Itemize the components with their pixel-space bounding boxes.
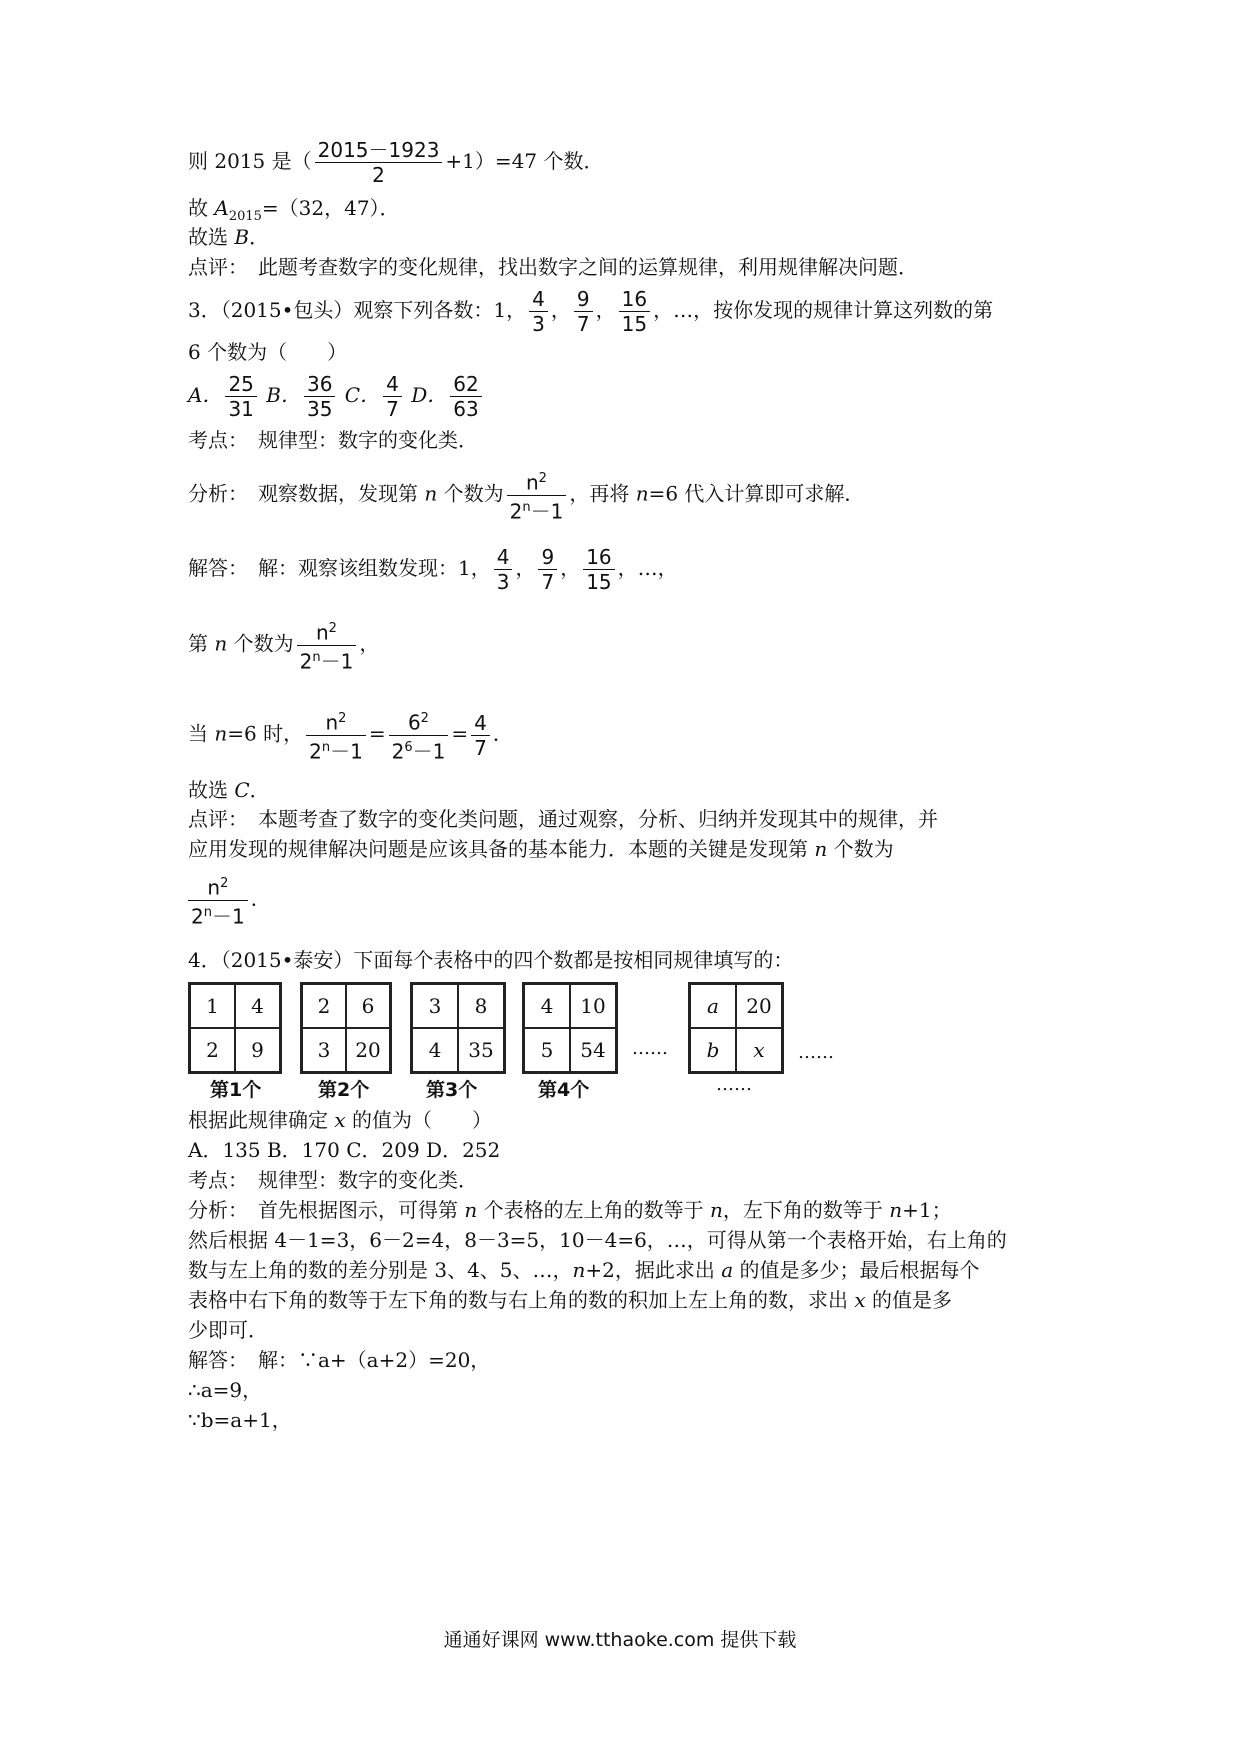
fraction bbox=[315, 138, 443, 187]
grid-label-4: 第4个 bbox=[538, 1079, 590, 1101]
denominator bbox=[306, 736, 366, 764]
denominator: 15 bbox=[586, 570, 612, 594]
cell: a bbox=[690, 984, 736, 1028]
numerator: 4 bbox=[471, 711, 490, 736]
text: 根据此规律确定 bbox=[188, 1108, 335, 1132]
text: =（32，47）． bbox=[261, 196, 400, 220]
option-a-frac bbox=[225, 372, 256, 421]
denominator bbox=[507, 496, 567, 524]
cell: 4 bbox=[412, 1028, 458, 1072]
superscript: 2 bbox=[420, 711, 429, 726]
table-grid-1 bbox=[188, 982, 282, 1074]
grid-label-3: 第3个 bbox=[426, 1079, 478, 1101]
denominator: 7 bbox=[474, 735, 487, 760]
var: B bbox=[234, 225, 250, 249]
ellipsis: …… bbox=[632, 1038, 668, 1059]
seq-frac-1 bbox=[494, 545, 513, 594]
var: n bbox=[709, 1198, 723, 1222]
q4-fenxi-5: 少即可． bbox=[188, 1318, 268, 1342]
grid-label-2: 第2个 bbox=[318, 1079, 370, 1101]
option-letter: B． bbox=[266, 383, 301, 407]
cell: b bbox=[690, 1028, 736, 1072]
text: ，…， bbox=[617, 556, 678, 580]
cell: 4 bbox=[524, 984, 570, 1028]
general-term-frac bbox=[306, 707, 366, 763]
text: n bbox=[315, 620, 329, 645]
text: ，…，按你发现的规律计算这列数的第 bbox=[653, 298, 994, 322]
var: n bbox=[424, 481, 438, 506]
text: 应用发现的规律解决问题是应该具备的基本能力．本题的关键是发现第 bbox=[188, 837, 815, 861]
cell: 8 bbox=[458, 984, 504, 1028]
numerator: 4 bbox=[494, 545, 513, 570]
cell: 20 bbox=[736, 984, 782, 1028]
cell: 1 bbox=[190, 984, 235, 1028]
text: ． bbox=[249, 778, 270, 802]
text: 故选 bbox=[188, 778, 235, 802]
text: ， bbox=[359, 631, 380, 656]
text: +1）=47 个数． bbox=[445, 149, 604, 173]
text: 当 bbox=[188, 721, 215, 746]
text: n bbox=[325, 710, 339, 735]
numerator: 16 bbox=[583, 545, 614, 570]
var: n bbox=[464, 1198, 478, 1222]
result-frac bbox=[471, 711, 490, 760]
seq-frac-3 bbox=[583, 545, 614, 594]
var: n bbox=[214, 721, 228, 746]
text: 表格中右下角的数等于左下角的数与右上角的数的积加上左上角的数，求出 bbox=[188, 1288, 855, 1312]
numerator bbox=[507, 467, 567, 496]
superscript: n bbox=[522, 499, 531, 515]
table-grid-3 bbox=[410, 982, 506, 1074]
seq-frac-1 bbox=[529, 287, 548, 336]
denominator bbox=[188, 901, 248, 929]
cell: 2 bbox=[302, 984, 346, 1028]
numerator: 2015－1923 bbox=[315, 138, 443, 163]
q3-comment-1: 点评： 本题考查了数字的变化类问题，通过观察，分析、归纳并发现其中的规律，并 bbox=[188, 807, 938, 831]
text: ，再将 bbox=[569, 481, 636, 506]
cell: 2 bbox=[190, 1028, 235, 1072]
superscript: n bbox=[312, 649, 321, 665]
cell: x bbox=[736, 1028, 782, 1072]
q4-ask bbox=[188, 1105, 492, 1135]
q4-options: A．135 B．170 C．209 D．252 bbox=[188, 1138, 501, 1162]
q3-stem-2: 6 个数为（ ） bbox=[188, 340, 348, 364]
text: 个数为 bbox=[437, 481, 504, 506]
cell: 6 bbox=[346, 984, 390, 1028]
var: a bbox=[721, 1258, 734, 1282]
text: 故选 bbox=[188, 225, 235, 249]
text: 2 bbox=[299, 649, 313, 674]
text: 个表格的左上角的数等于 bbox=[477, 1198, 710, 1222]
text: 个数为 bbox=[227, 631, 294, 656]
text: 分析： 观察数据，发现第 bbox=[188, 481, 425, 506]
numerator: 4 bbox=[383, 372, 402, 397]
denominator: 31 bbox=[228, 397, 254, 421]
text: 6 bbox=[407, 710, 421, 735]
numerator bbox=[306, 707, 366, 736]
option-d-frac bbox=[450, 372, 481, 421]
choose-b bbox=[188, 222, 269, 252]
cell: 20 bbox=[346, 1028, 390, 1072]
text: n bbox=[525, 470, 539, 495]
text: －1 bbox=[530, 499, 564, 524]
text: 的值为（ ） bbox=[345, 1108, 492, 1132]
denominator bbox=[389, 736, 449, 764]
q4-fenxi-3 bbox=[188, 1255, 980, 1285]
denominator: 7 bbox=[576, 312, 590, 336]
comment-p2: 点评： 此题考查数字的变化规律，找出数字之间的运算规律，利用规律解决问题． bbox=[188, 255, 918, 279]
numerator: 62 bbox=[450, 372, 481, 397]
var: n bbox=[572, 1258, 586, 1282]
equals: = bbox=[451, 721, 469, 746]
option-c-frac bbox=[383, 372, 402, 421]
var: x bbox=[334, 1108, 346, 1132]
text: 数与左上角的数的差分别是 3、4、5、…， bbox=[188, 1258, 573, 1282]
superscript: n bbox=[321, 739, 331, 755]
option-letter: C． bbox=[344, 383, 381, 407]
denominator: 7 bbox=[541, 570, 555, 594]
numerator bbox=[389, 707, 449, 736]
table-grid-n bbox=[688, 982, 784, 1074]
superscript: 2 bbox=[220, 876, 229, 891]
superscript: 2 bbox=[538, 471, 547, 486]
denominator: 2 bbox=[372, 163, 385, 187]
text: 个数为 bbox=[827, 837, 894, 861]
q4-stem: 4．（2015•泰安）下面每个表格中的四个数都是按相同规律填写的： bbox=[188, 948, 794, 972]
var: x bbox=[854, 1288, 866, 1312]
text: ． bbox=[249, 225, 270, 249]
denominator: 15 bbox=[621, 312, 648, 336]
equals: = bbox=[368, 721, 386, 746]
denominator: 3 bbox=[532, 312, 545, 336]
text: －1 bbox=[412, 739, 446, 764]
text: +2，据此求出 bbox=[585, 1258, 722, 1282]
cell: 10 bbox=[570, 984, 616, 1028]
cell: 9 bbox=[235, 1028, 280, 1072]
text: 则 2015 是（ bbox=[188, 149, 312, 173]
cell: 3 bbox=[412, 984, 458, 1028]
option-b-frac bbox=[304, 372, 335, 421]
general-term-frac bbox=[507, 467, 567, 523]
option-letter: D． bbox=[411, 383, 448, 407]
numerator: 9 bbox=[538, 545, 557, 570]
text: 的值是多少；最后根据每个 bbox=[733, 1258, 980, 1282]
q3-when-n6 bbox=[188, 707, 513, 763]
text: ． bbox=[250, 886, 271, 911]
superscript: n bbox=[203, 904, 212, 920]
cell: 5 bbox=[524, 1028, 570, 1072]
var: n bbox=[635, 481, 649, 506]
seq-frac-2 bbox=[538, 545, 557, 594]
q3-stem: 3．（2015•包头）观察下列各数：1， $\frac{4}{3}$ ， $\frac{9}{7}$ ， $\frac{16}{15}$ ，…，按你发现的规律计算这列数的第 bbox=[188, 287, 994, 336]
q4-fenxi-1 bbox=[188, 1195, 952, 1225]
numerator bbox=[188, 872, 248, 901]
text: ． bbox=[492, 721, 513, 746]
numerator bbox=[297, 617, 357, 646]
text: 的值是多 bbox=[865, 1288, 952, 1312]
text: 2 bbox=[309, 739, 322, 764]
text: 2 bbox=[509, 499, 523, 524]
ellipsis: …… bbox=[798, 1042, 834, 1063]
text: 分析： 首先根据图示，可得第 bbox=[188, 1198, 465, 1222]
subscript: 2015 bbox=[228, 209, 262, 224]
text: n bbox=[207, 875, 221, 900]
page-footer: 通通好课网 www.tthaoke.com 提供下载 bbox=[443, 1629, 797, 1651]
table-grid-2 bbox=[300, 982, 392, 1074]
numerator: 36 bbox=[304, 372, 335, 397]
text: ，左下角的数等于 bbox=[722, 1198, 890, 1222]
q3-jieda: 解答： 解：观察该组数发现：1， $\frac{4}{3}$ ， $\frac{9}{7}$ ， $\frac{16}{15}$ ，…， bbox=[188, 545, 678, 594]
var: n bbox=[814, 837, 828, 861]
text: 2 bbox=[391, 739, 405, 764]
option-letter: A． bbox=[188, 383, 223, 407]
general-term-frac bbox=[297, 617, 357, 673]
numerator: 25 bbox=[225, 372, 256, 397]
q3-kaodian: 考点： 规律型：数字的变化类． bbox=[188, 428, 478, 452]
denominator: 35 bbox=[306, 397, 333, 421]
var: n bbox=[889, 1198, 903, 1222]
text: =6 时， bbox=[227, 721, 304, 746]
cell: 3 bbox=[302, 1028, 346, 1072]
q3-comment-frac bbox=[188, 872, 271, 928]
q3-fenxi bbox=[188, 467, 864, 523]
q4-fenxi-4 bbox=[188, 1285, 952, 1315]
six-term-frac bbox=[389, 707, 449, 763]
grid-label-1: 第1个 bbox=[210, 1079, 262, 1101]
text: 3．（2015•包头）观察下列各数：1， bbox=[188, 298, 527, 322]
numerator: 16 bbox=[619, 287, 650, 312]
text: －1 bbox=[211, 904, 245, 929]
numerator: 4 bbox=[529, 287, 548, 312]
text: +1； bbox=[902, 1198, 952, 1222]
seq-frac-2 bbox=[574, 287, 593, 336]
text: 故 bbox=[188, 196, 215, 220]
text: 第 bbox=[188, 631, 215, 656]
q4-jieda-2: ∴a=9， bbox=[188, 1378, 263, 1402]
cell: 4 bbox=[235, 984, 280, 1028]
text: －1 bbox=[330, 739, 363, 764]
q3-nth-term bbox=[188, 617, 379, 673]
numerator: 9 bbox=[574, 287, 593, 312]
denominator bbox=[297, 646, 357, 674]
cell: 35 bbox=[458, 1028, 504, 1072]
q3-options bbox=[188, 372, 485, 421]
q4-kaodian: 考点： 规律型：数字的变化类． bbox=[188, 1168, 478, 1192]
cell: 54 bbox=[570, 1028, 616, 1072]
seq-frac-3 bbox=[619, 287, 650, 336]
q4-jieda-1: 解答： 解：∵a+（a+2）=20， bbox=[188, 1348, 491, 1372]
superscript: 6 bbox=[404, 739, 413, 755]
text: =6 代入计算即可求解． bbox=[648, 481, 865, 506]
denominator: 63 bbox=[453, 397, 479, 421]
denominator: 3 bbox=[496, 570, 510, 594]
superscript: 2 bbox=[338, 711, 347, 726]
q4-fenxi-2: 然后根据 4－1=3，6－2=4，8－3=5，10－4=6，…，可得从第一个表格开始，右上角的 bbox=[188, 1228, 1007, 1252]
table-grid-4 bbox=[522, 982, 618, 1074]
text: 解答： 解：观察该组数发现：1， bbox=[188, 556, 491, 580]
text: 2 bbox=[191, 904, 204, 929]
var: A bbox=[214, 196, 229, 220]
var: C bbox=[234, 778, 250, 802]
grid-label-n: …… bbox=[716, 1074, 752, 1095]
q3-choose bbox=[188, 775, 270, 805]
q3-comment-2 bbox=[188, 834, 894, 864]
denominator: 7 bbox=[386, 397, 399, 421]
var: n bbox=[214, 631, 228, 656]
superscript: 2 bbox=[328, 621, 337, 636]
general-term-frac bbox=[188, 872, 248, 928]
text: －1 bbox=[320, 649, 354, 674]
answer-line-2015 bbox=[188, 138, 603, 187]
q4-jieda-3: ∵b=a+1， bbox=[188, 1408, 292, 1432]
